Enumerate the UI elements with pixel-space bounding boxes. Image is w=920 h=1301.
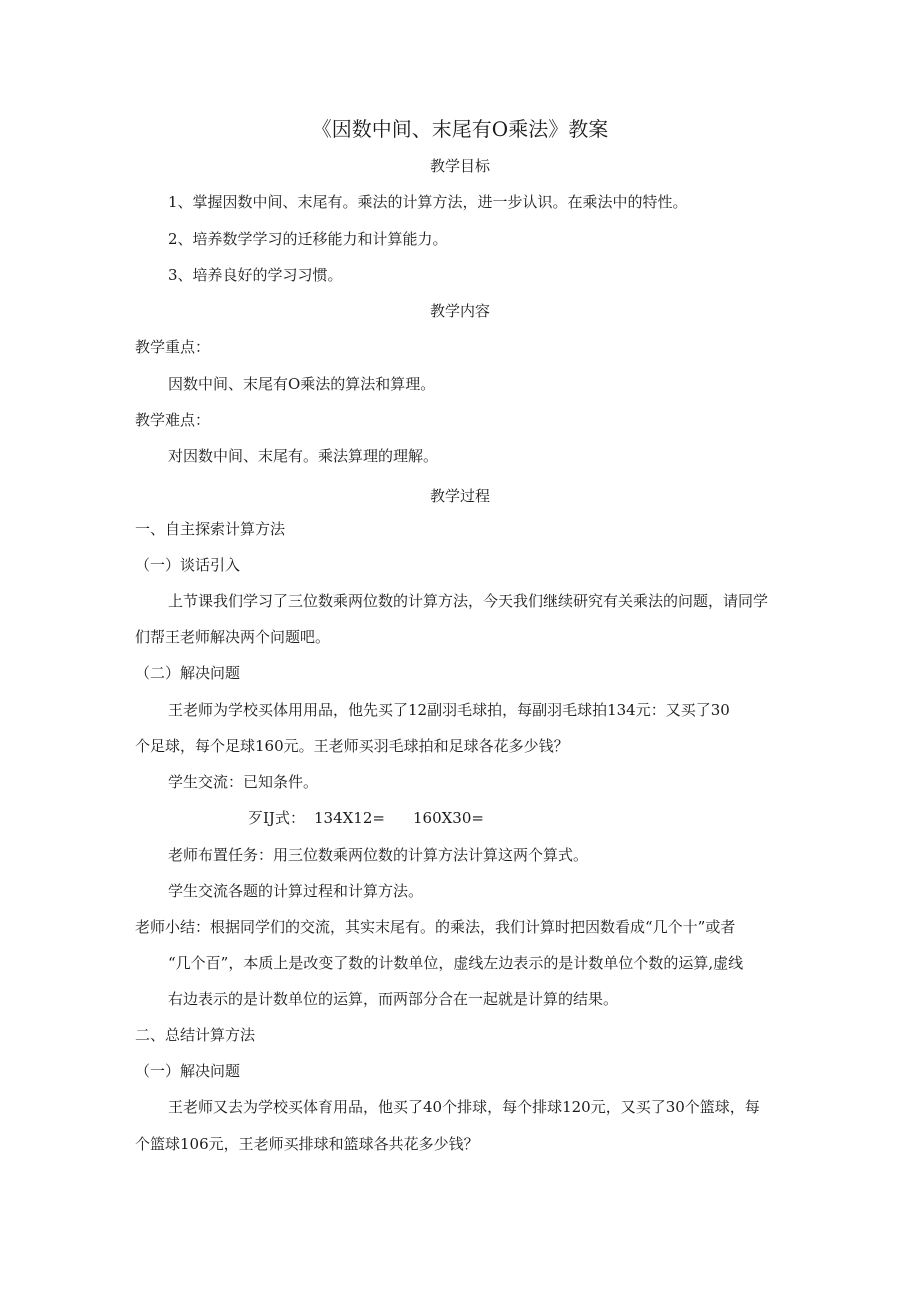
difficulty-label: 教学难点： (135, 411, 211, 429)
objective-item-1: 1、掌握因数中间、末尾有。乘法的计算方法，进一步认识。在乘法中的特性。 (168, 193, 688, 211)
formula-2: 160X30= (413, 809, 484, 827)
key-point-label: 教学重点： (135, 338, 211, 356)
formula-1: 134X12= (314, 809, 385, 827)
difficulty-text: 对因数中间、末尾有。乘法算理的理解。 (168, 447, 439, 465)
objective-item-2: 2、培养数学学习的迁移能力和计算能力。 (168, 230, 448, 248)
section-1-part-1-title: （一）谈话引入 (135, 556, 241, 574)
section-1-title: 一、自主探索计算方法 (135, 520, 286, 538)
problem-2-line-1: 王老师又去为学校买体育用品，他买了40个排球，每个排球120元，又买了30个篮球，每 (168, 1098, 760, 1116)
section-2-title: 二、总结计算方法 (135, 1026, 256, 1044)
section-2-part-1-title: （一）解决问题 (135, 1062, 241, 1080)
key-point-text: 因数中间、末尾有O乘法的算法和算理。 (168, 375, 436, 393)
section-1-part-2-title: （二）解决问题 (135, 664, 241, 682)
content-heading: 教学内容 (429, 302, 490, 320)
intro-paragraph-line-2: 们帮王老师解决两个问题吧。 (135, 628, 331, 646)
objective-item-3: 3、培养良好的学习习惯。 (168, 266, 343, 284)
student-exchange-2: 学生交流各题的计算过程和计算方法。 (168, 882, 424, 900)
teacher-task: 老师布置任务：用三位数乘两位数的计算方法计算这两个算式。 (168, 846, 589, 864)
problem-1-line-2: 个足球，每个足球160元。王老师买羽毛球拍和足球各花多少钱？ (135, 737, 569, 755)
document-title: 《因数中间、末尾有O乘法》教案 (311, 117, 609, 141)
objectives-heading: 教学目标 (429, 157, 490, 175)
teacher-summary-line-1: 老师小结：根据同学们的交流，其实末尾有。的乘法，我们计算时把因数看成“几个十”或者 (135, 918, 736, 936)
teacher-summary-line-3: 右边表示的是计数单位的运算，而两部分合在一起就是计算的结果。 (168, 990, 619, 1008)
process-heading: 教学过程 (429, 487, 490, 505)
problem-2-line-2: 个篮球106元，王老师买排球和篮球各共花多少钱？ (135, 1135, 479, 1153)
intro-paragraph-line-1: 上节课我们学习了三位数乘两位数的计算方法，今天我们继续研究有关乘法的问题，请同学 (168, 592, 769, 610)
teacher-summary-line-2: “几个百”，本质上是改变了数的计数单位，虚线左边表示的是计数单位个数的运算,虚线 (168, 954, 744, 972)
student-exchange: 学生交流：已知条件。 (168, 773, 319, 791)
problem-1-line-1: 王老师为学校买体用用品，他先买了12副羽毛球拍，每副羽毛球拍134元：又买了30 (168, 701, 730, 719)
formula-label: 歹IJ式： (248, 809, 305, 827)
